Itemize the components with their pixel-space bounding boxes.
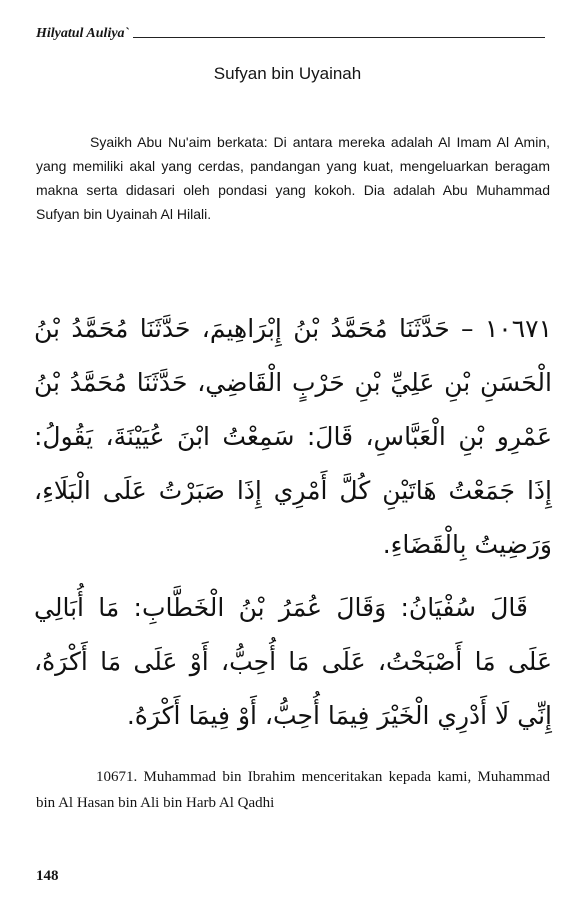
translation-paragraph: 10671. Muhammad bin Ibrahim menceritakan kepada kami, Muhammad bin Al Hasan bin Ali bin Harb Al Qadhi xyxy=(36,769,550,811)
running-title: Hilyatul Auliya` xyxy=(36,26,130,41)
running-header xyxy=(36,26,545,42)
page-number: 148 xyxy=(36,868,59,884)
chapter-title: Sufyan bin Uyainah xyxy=(213,64,362,83)
header-rule xyxy=(133,37,545,38)
arabic-quote-text: قَالَ سُفْيَانُ: وَقَالَ عُمَرُ بْنُ الْخَطَّابِ: مَا أُبَالِي عَلَى مَا أَصْبَحْتُ، عَلَى مَا أُحِبُّ، أَوْ عَلَى مَا أَكْرَهُ، إِنِّي لَا أَدْرِي الْخَيْرَ فِيمَا أُحِبُّ، أَوْ فِيمَا أَكْرَهُ. xyxy=(34,593,552,730)
arabic-hadith-text: ١٠٦٧١ – حَدَّثَنَا مُحَمَّدُ بْنُ إِبْرَاهِيمَ، حَدَّثَنَا مُحَمَّدُ بْنُ الْحَسَنِ بْنِ عَلِيِّ بْنِ حَرْبٍ الْقَاضِي، حَدَّثَنَا مُحَمَّدُ بْنُ عَمْرِو بْنِ الْعَبَّاسِ، قَالَ: سَمِعْتُ ابْنَ عُيَيْنَةَ، يَقُولُ: إِذَا جَمَعْتُ هَاتَيْنِ كُلَّ أَمْرِي إِذَا صَبَرْتُ عَلَى الْبَلَاءِ، وَرَضِيتُ بِالْقَضَاءِ. xyxy=(34,314,552,559)
intro-paragraph: Syaikh Abu Nu'aim berkata: Di antara mereka adalah Al Imam Al Amin, yang memiliki akal yang cerdas, pandangan yang kuat, mengeluarkan beragam makna serta didasari oleh pondasi yang kokoh. Dia adalah Abu Muhammad Sufyan bin Uyainah Al Hilali. xyxy=(36,134,550,222)
